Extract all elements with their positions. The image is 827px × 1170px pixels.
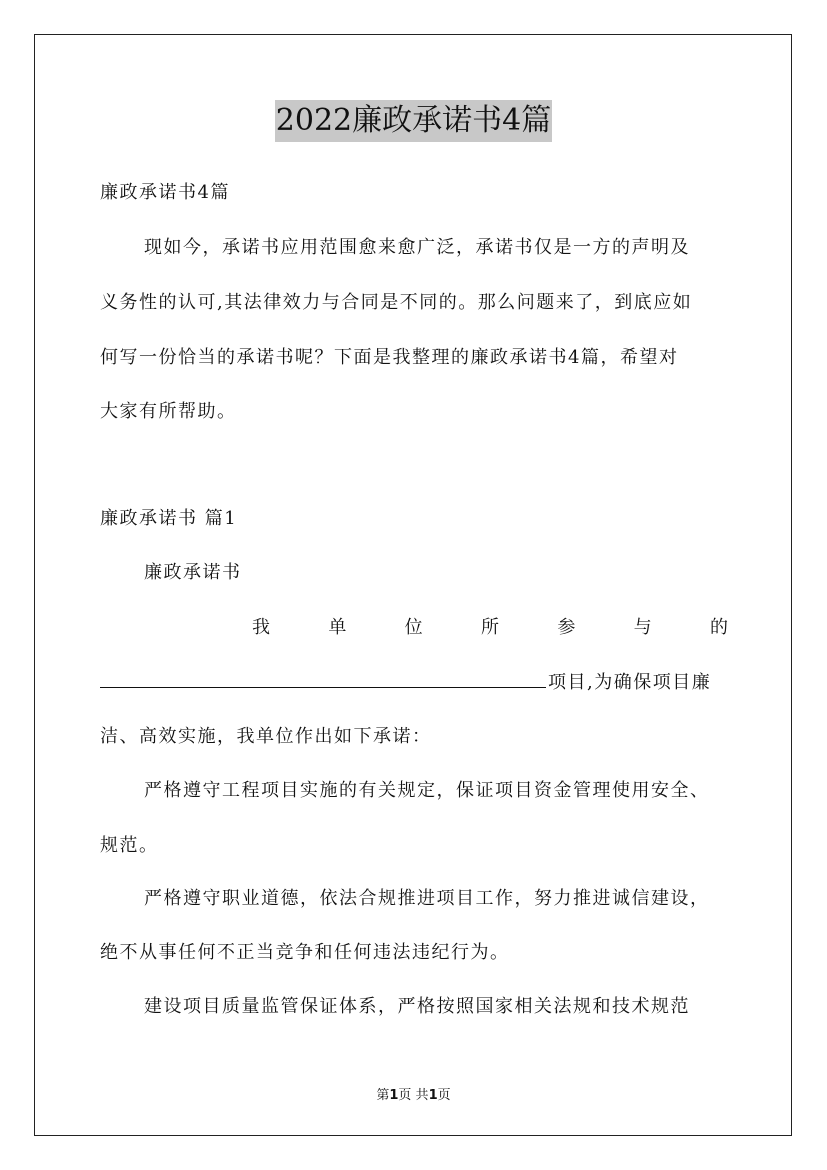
intro-line-1: 现如今，承诺书应用范围愈来愈广泛，承诺书仅是一方的声明及 — [144, 237, 690, 258]
spread-char: 我 — [252, 617, 270, 638]
footer-total-pages: 1 — [428, 1088, 438, 1103]
intro-heading: 廉政承诺书4篇 — [100, 182, 230, 203]
para2-line1: 严格遵守职业道德，依法合规推进项目工作，努力推进诚信建设， — [144, 888, 710, 909]
section-heading: 廉政承诺书 篇1 — [100, 508, 238, 529]
spread-char: 单 — [328, 617, 347, 638]
para2-line2: 绝不从事任何不正当竞争和任何违法违纪行为。 — [100, 942, 510, 963]
spread-char: 所 — [480, 617, 499, 638]
footer-suffix: 页 — [437, 1088, 451, 1103]
para3-line1: 建设项目质量监管保证体系，严格按照国家相关法规和技术规范 — [144, 996, 690, 1017]
intro-line-4: 大家有所帮助。 — [100, 401, 237, 422]
title-wrap — [0, 100, 827, 142]
letter-title: 廉政承诺书 — [144, 562, 242, 583]
spread-char: 参 — [557, 617, 576, 638]
spread-line — [100, 615, 728, 641]
page-footer — [0, 1084, 827, 1103]
spread-char: 的 — [709, 617, 728, 638]
spread-char: 位 — [404, 617, 423, 638]
intro-line-3: 何写一份恰当的承诺书呢？下面是我整理的廉政承诺书4篇，希望对 — [100, 347, 679, 368]
footer-mid: 页 共 — [398, 1088, 429, 1103]
fill-in-blank — [100, 669, 546, 688]
footer-page-number: 1 — [389, 1088, 399, 1103]
para1-line1: 严格遵守工程项目实施的有关规定，保证项目资金管理使用安全、 — [144, 780, 710, 801]
para1-line2: 规范。 — [100, 835, 159, 856]
footer-prefix: 第 — [376, 1088, 390, 1103]
commitment-intro: 洁、高效实施，我单位作出如下承诺： — [100, 726, 432, 747]
intro-line-2: 义务性的认可,其法律效力与合同是不同的。那么问题来了，到底应如 — [100, 292, 693, 313]
document-title: 2022廉政承诺书4篇 — [275, 100, 552, 142]
project-line-text: 项目,为确保项目廉 — [548, 672, 712, 693]
spread-char: 与 — [633, 617, 652, 638]
project-line — [100, 669, 728, 696]
